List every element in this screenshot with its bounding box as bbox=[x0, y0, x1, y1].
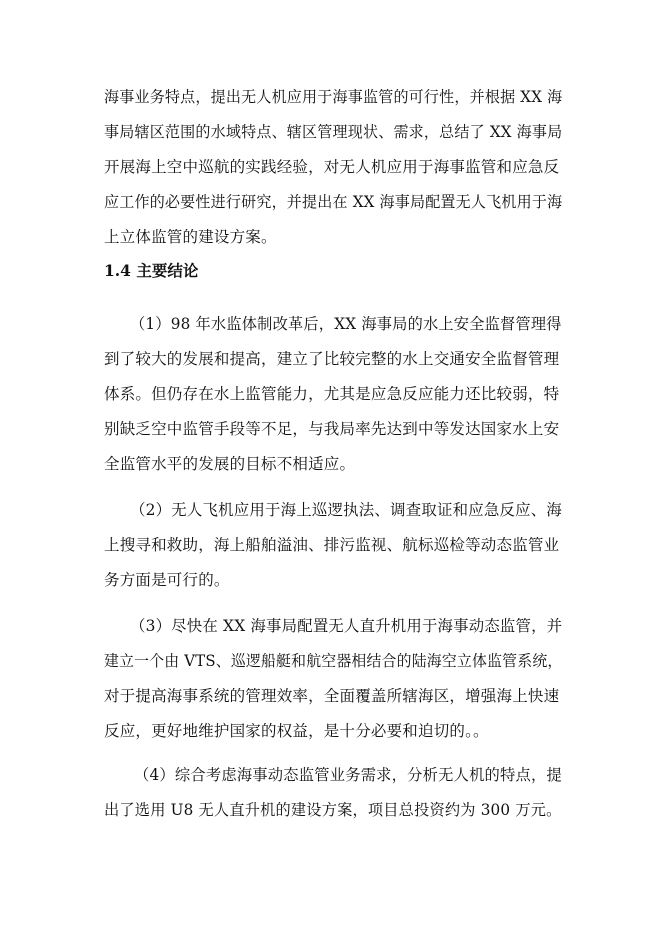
paragraph-line: （1）98 年水监体制改革后，XX 海事局的水上安全监督管理得 bbox=[130, 315, 562, 333]
paragraph-line: 事局辖区范围的水域特点、辖区管理现状、需求，总结了 XX 海事局 bbox=[104, 123, 563, 141]
paragraph-line: （3）尽快在 XX 海事局配置无人直升机用于海事动态监管，并 bbox=[130, 617, 563, 635]
paragraph-line: 上立体监管的建设方案。 bbox=[104, 228, 277, 246]
paragraph-line: （4）综合考虑海事动态监管业务需求，分析无人机的特点，提 bbox=[134, 766, 562, 784]
paragraph-line: 应工作的必要性进行研究，并提出在 XX 海事局配置无人飞机用于海 bbox=[104, 193, 563, 211]
section-heading: 1.4 主要结论 bbox=[104, 261, 199, 280]
paragraph-line: 建立一个由 VTS、巡逻船艇和航空器相结合的陆海空立体监管系统， bbox=[104, 652, 563, 670]
paragraph-line: 上搜寻和救助，海上船舶溢油、排污监视、航标巡检等动态监管业 bbox=[104, 536, 560, 554]
paragraph-line: 务方面是可行的。 bbox=[104, 571, 230, 589]
paragraph-line: 体系。但仍存在水上监管能力，尤其是应急反应能力还比较弱，特 bbox=[104, 385, 560, 403]
paragraph-line: 反应，更好地维护国家的权益，是十分必要和迫切的。。 bbox=[104, 722, 489, 740]
paragraph-line: 开展海上空中巡航的实践经验，对无人机应用于海事监管和应急反 bbox=[104, 158, 560, 176]
paragraph-line: 对于提高海事系统的管理效率，全面覆盖所辖海区，增强海上快速 bbox=[104, 687, 560, 705]
paragraph-line: 出了选用 U8 无人直升机的建设方案，项目总投资约为 300 万元。 bbox=[104, 801, 562, 819]
paragraph-line: （2）无人飞机应用于海上巡逻执法、调查取证和应急反应、海 bbox=[130, 501, 562, 519]
paragraph-line: 全监管水平的发展的目标不相适应。 bbox=[104, 455, 356, 473]
paragraph-line: 海事业务特点，提出无人机应用于海事监管的可行性，并根据 XX 海 bbox=[104, 88, 563, 106]
paragraph-line: 到了较大的发展和提高，建立了比较完整的水上交通安全监督管理 bbox=[104, 350, 560, 368]
paragraph-line: 别缺乏空中监管手段等不足，与我局率先达到中等发达国家水上安 bbox=[104, 420, 560, 438]
